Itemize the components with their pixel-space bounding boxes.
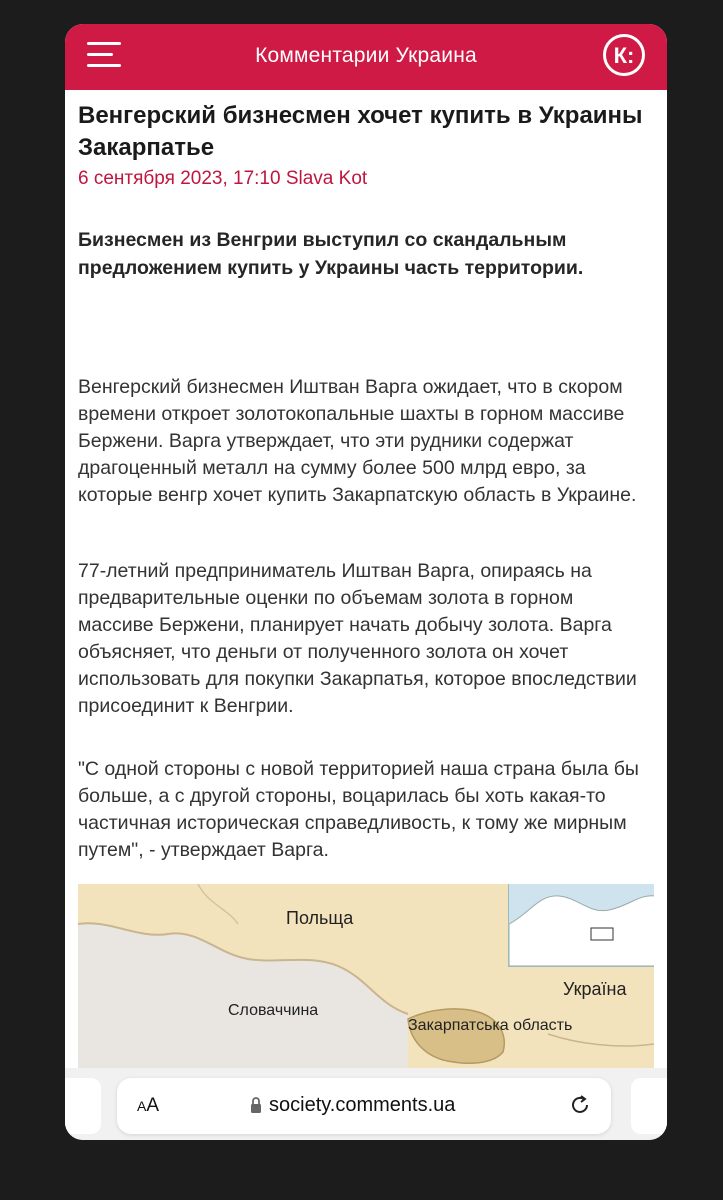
article-paragraph: "С одной стороны с новой территорией наша страна была бы больше, а с другой стороны, воцарилась бы хоть какая-то частичная историческая справедливость, к тому же мирным путем", - утверждает Варга.	[78, 758, 639, 861]
map-image	[78, 884, 654, 1084]
site-logo[interactable]: К:	[603, 34, 645, 76]
next-tab-preview[interactable]	[631, 1078, 667, 1134]
reload-icon[interactable]	[567, 1092, 593, 1118]
article	[78, 100, 650, 861]
app-title: Комментарии Украина	[255, 44, 477, 67]
lock-icon	[250, 1096, 262, 1114]
article-headline: Венгерский бизнесмен хочет купить в Украины Закарпатье	[78, 102, 643, 161]
article-meta[interactable]: 6 сентября 2023, 17:10 Slava Kot	[78, 168, 368, 189]
address-bar[interactable]	[117, 1078, 611, 1134]
map-label-zakarpattia: Закарпатська область	[408, 1017, 573, 1034]
inset-shapes	[509, 884, 654, 966]
map-label-slovakia: Словаччина	[228, 1002, 319, 1019]
app-header	[65, 24, 667, 90]
map-label-ukraine: Україна	[563, 979, 627, 999]
article-paragraph: 77-летний предприниматель Иштван Варга, опираясь на предварительные оценки по объемам золота в горном массиве Бержени, планирует начать добычу золота. Варга объясняет, что деньги от полученного золота он хочет использовать для покупки Закарпатья, которое впоследствии присоединит к Венгрии.	[78, 560, 637, 717]
map-label-poland: Польща	[286, 908, 354, 928]
article-paragraph: Венгерский бизнесмен Иштван Варга ожидает, что в скором времени откроет золотокопальные шахты в горном массиве Бержени. Варга утверждает, что эти рудники содержат драгоценный металл на сумму более 500 млрд евро, за которые венгр хочет купить Закарпатскую область в Украине.	[78, 376, 637, 506]
url-text[interactable]: society.comments.ua	[269, 1094, 456, 1116]
article-lead: Бизнесмен из Венгрии выступил со скандальным предложением купить у Украины часть территории.	[78, 229, 584, 279]
phone-screen	[65, 24, 667, 1140]
browser-toolbar	[65, 1068, 667, 1140]
previous-tab-preview[interactable]	[65, 1078, 101, 1134]
text-size-button[interactable]: AA	[137, 1095, 160, 1116]
europe-inset-map	[508, 884, 654, 967]
